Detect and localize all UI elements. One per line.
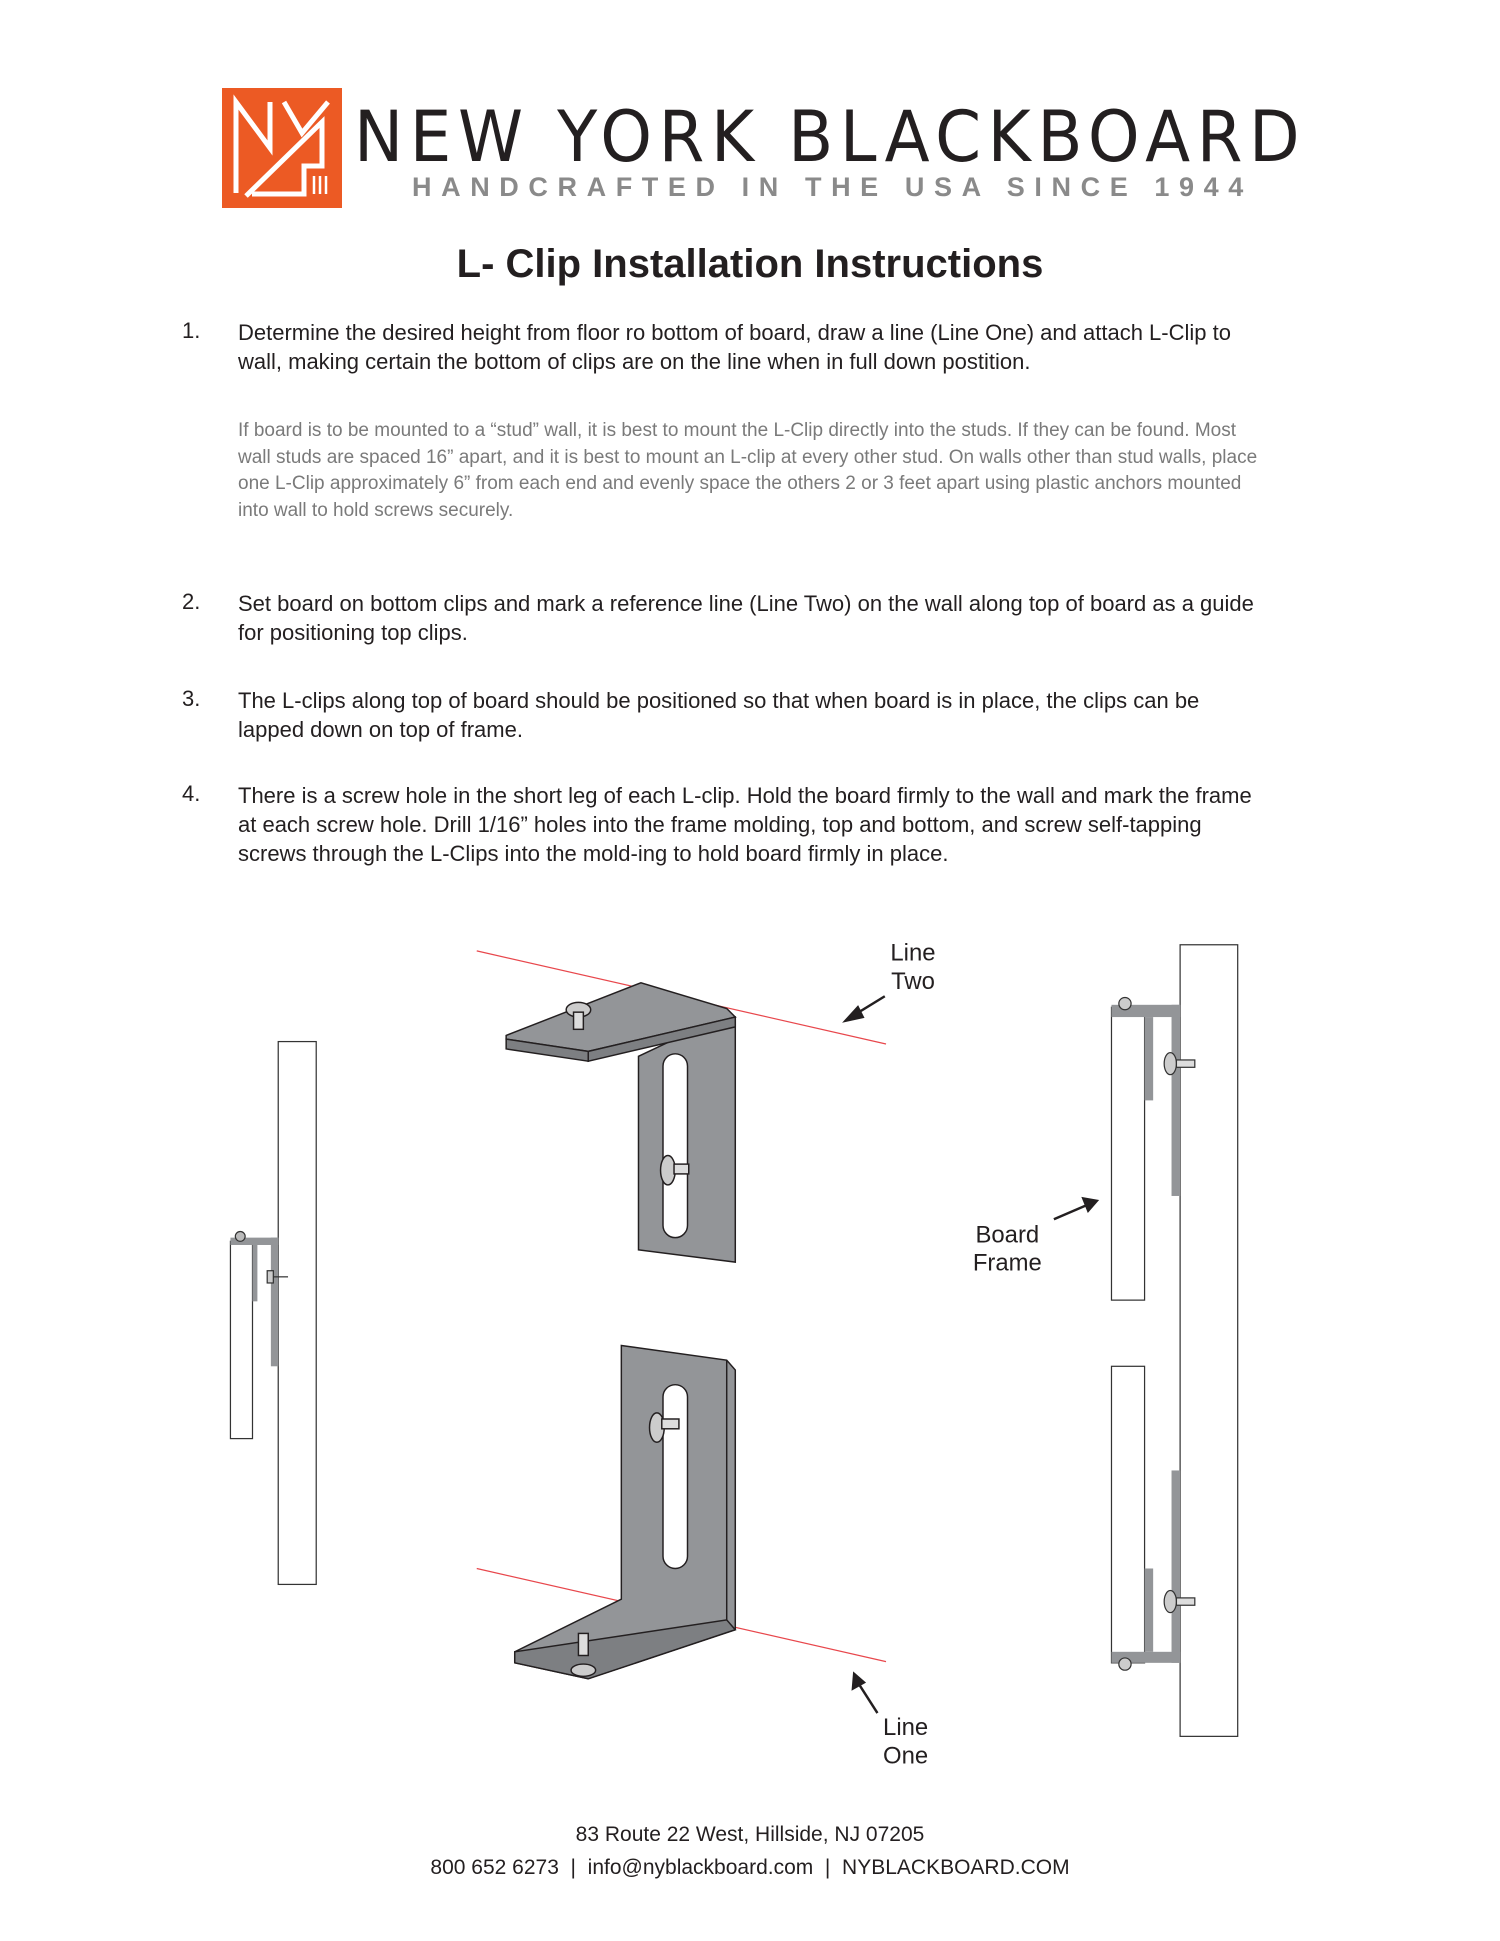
step-number: 3. [182, 686, 201, 711]
top-l-clip [506, 983, 735, 1262]
step-number: 2. [182, 589, 201, 614]
footer [0, 1818, 1500, 1884]
step-text: Set board on bottom clips and mark a reference line (Line Two) on the wall along top of board as a guide for positioning top clips. [238, 591, 1254, 645]
step-note: If board is to be mounted to a “stud” wall, it is best to mount the L-Clip directly into the studs. If they can be found. Most wall studs are spaced 16” apart, and it is best to mount an L-clip at every other stud. On walls other than stud walls, place one L-Clip approximately 6” from each end and evenly space the others 2 or 3 feet apart using plastic anchors mounted into wall to hold screws securely. [238, 420, 1258, 521]
board-frame-label: Board [975, 1221, 1040, 1249]
line-one-label: One [883, 1742, 929, 1770]
right-side-view [1111, 945, 1237, 1737]
brand-tagline: HANDCRAFTED IN THE USA SINCE 1944 [412, 172, 1253, 202]
left-side-view [230, 1042, 316, 1585]
bottom-l-clip [515, 1345, 736, 1678]
footer-contact: 800 652 6273 | info@nyblackboard.com | NYBLACKBOARD.COM [430, 1856, 1070, 1879]
step-number: 4. [182, 781, 201, 806]
footer-address: 83 Route 22 West, Hillside, NJ 07205 [575, 1823, 925, 1846]
step-text: Determine the desired height from floor ro bottom of board, draw a line (Line One) and attach L-Clip to wall, making certain the bottom of clips are on the line when in full down postition. [238, 320, 1231, 374]
step-number: 1. [182, 318, 201, 343]
brand-name: NEW YORK BLACKBOARD [354, 96, 1307, 178]
step-text: The L-clips along top of board should be positioned so that when board is in place, the clips can be lapped down on top of frame. [238, 688, 1200, 742]
line-two-label: Line [890, 939, 936, 967]
line-two-label: Two [891, 967, 935, 995]
line-one-label: Line [883, 1714, 929, 1742]
page-title: L- Clip Installation Instructions [456, 242, 1044, 286]
step-text: There is a screw hole in the short leg of each L-clip. Hold the board firmly to the wall and mark the frame at each screw hole. Drill 1/16” holes into the frame molding, top and bottom, and screw self-tapping screws through the L-Clips into the mold-ing to hold board firmly in place. [238, 783, 1252, 866]
board-frame-label: Frame [972, 1249, 1042, 1277]
arrow-icon [846, 996, 1097, 1713]
